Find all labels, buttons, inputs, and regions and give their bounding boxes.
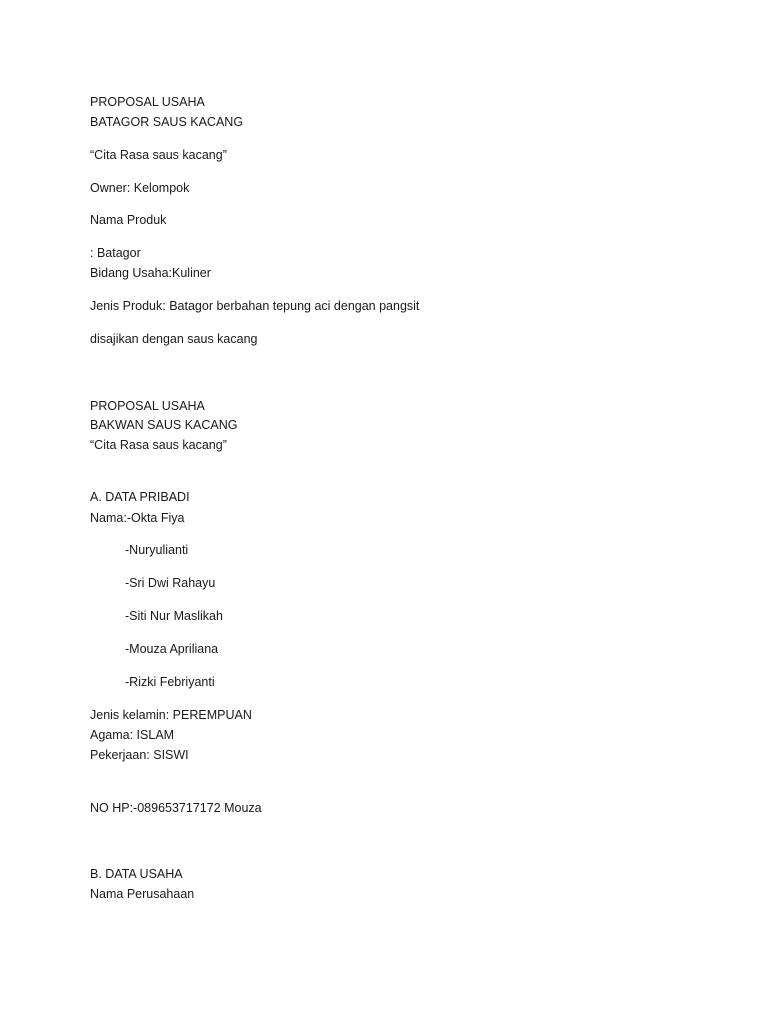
section-a-heading: A. DATA PRIBADI [90, 490, 190, 504]
tagline-1: “Cita Rasa saus kacang” [90, 148, 227, 162]
member-item: -Nuryulianti [125, 543, 189, 557]
tagline-2: “Cita Rasa saus kacang” [90, 438, 227, 452]
member-item: -Sri Dwi Rahayu [125, 576, 216, 590]
product-type: Jenis Produk: Batagor berbahan tepung aci dengan pangsit [90, 299, 420, 313]
member-item: -Rizki Febriyanti [125, 675, 215, 689]
business-field: Bidang Usaha:Kuliner [90, 266, 211, 280]
owner-line: Owner: Kelompok [90, 181, 190, 195]
phone-line: NO HP:-089653717172 Mouza [90, 801, 262, 815]
served-with: disajikan dengan saus kacang [90, 332, 258, 346]
occupation-line: Pekerjaan: SISWI [90, 748, 189, 762]
product-value: : Batagor [90, 246, 141, 260]
product-name-1: BATAGOR SAUS KACANG [90, 115, 244, 129]
section-b-heading: B. DATA USAHA [90, 867, 183, 881]
gender-line: Jenis kelamin: PEREMPUAN [90, 708, 252, 722]
proposal-title-1: PROPOSAL USAHA [90, 95, 205, 109]
product-name-label: Nama Produk [90, 213, 167, 227]
member-item: -Mouza Apriliana [125, 642, 219, 656]
company-name-label: Nama Perusahaan [90, 887, 195, 901]
name-first-member: Nama:-Okta Fiya [90, 511, 185, 525]
religion-line: Agama: ISLAM [90, 728, 175, 742]
member-item: -Siti Nur Maslikah [125, 609, 223, 623]
proposal-title-2: PROPOSAL USAHA [90, 399, 205, 413]
product-name-2: BAKWAN SAUS KACANG [90, 418, 238, 432]
